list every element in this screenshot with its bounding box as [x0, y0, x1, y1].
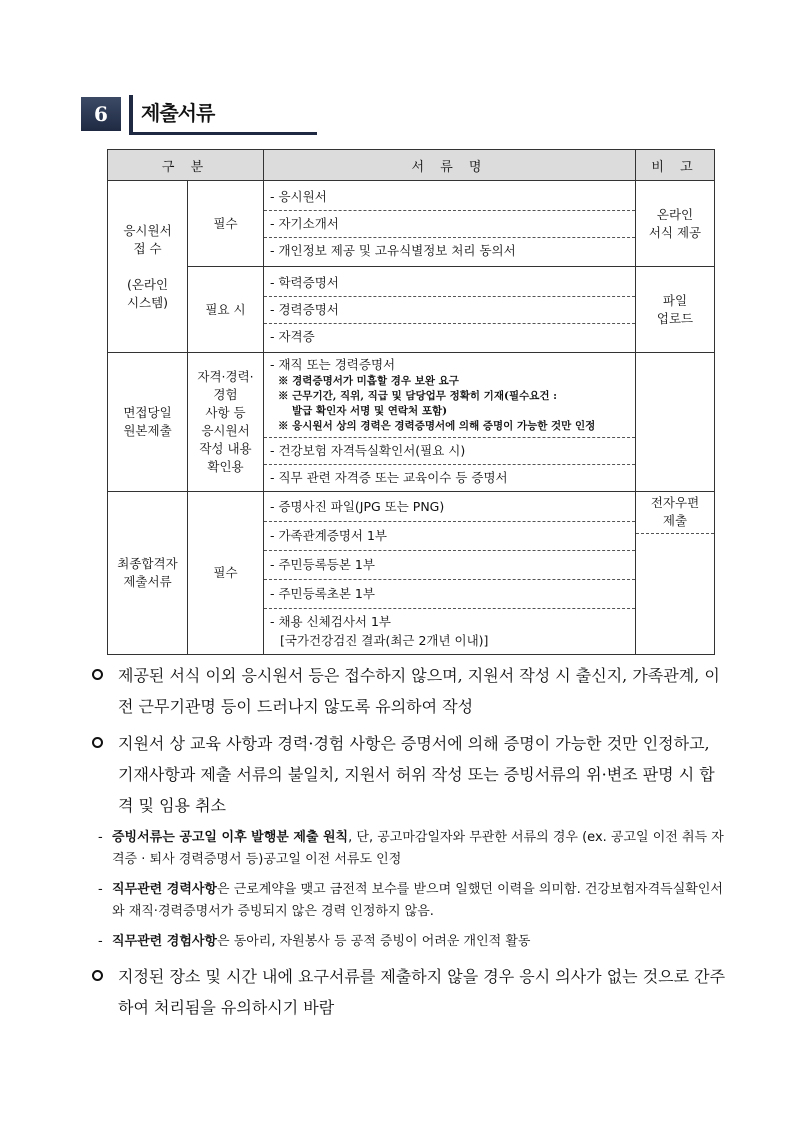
sub-note: - 직무관련 경험사항은 동아리, 자원봉사 등 공적 증빙이 어려운 개인적 활동	[98, 934, 531, 949]
remark-cell: 전자우편 제출	[636, 492, 715, 655]
subgroup-label: 필수	[188, 492, 264, 655]
note: ※ 응시원서 상의 경력은 경력증명서에 의해 증명이 가능한 것만 인정	[278, 420, 596, 432]
section-header	[81, 95, 321, 137]
title-bar	[129, 95, 133, 133]
list-item: - 개인정보 제공 및 고유식별정보 처리 동의서	[270, 242, 516, 258]
header-document-name: 서 류 명	[264, 150, 636, 181]
category-cell: 응시원서 접 수 (온라인 시스템)	[108, 181, 188, 353]
list-item: - 재직 또는 경력증명서 ※ 경력증명서가 미흡할 경우 보완 요구 ※ 근무기간, 직위, 직급 및 담당업무 정확히 기재(필수요건 : 발급 확인자 서명 및 연락처 포함) ※ 응시원서 상의 경력은 경력증명서에 의해 증명이 가능한 것만 인정	[264, 353, 635, 438]
list-item: - 주민등록등본 1부	[264, 551, 635, 580]
circle-bullet-icon	[92, 669, 103, 680]
list-item: - 직무 관련 자격증 또는 교육이수 등 증명서	[270, 470, 508, 485]
list-item: - 자기소개서	[264, 211, 635, 238]
category-cell: 최종합격자 제출서류	[108, 492, 188, 655]
document-list	[264, 492, 636, 655]
list-item: - 증명사진 파일(JPG 또는 PNG)	[264, 493, 635, 522]
document-list	[264, 353, 636, 492]
document-list	[264, 267, 636, 353]
list-item: - 주민등록초본 1부	[264, 580, 635, 609]
list-item: - 채용 신체검사서 1부 [국가건강검진 결과(최근 2개년 이내)]	[270, 614, 489, 648]
list-item: - 자격증	[270, 328, 315, 344]
sub-note: - 증빙서류는 공고일 이후 발행분 제출 원칙, 단, 공고마감일자와 무관한 서류의 경우 (ex. 공고일 이전 취득 자격증 · 퇴사 경력증명서 등)공고일 이전 서류도 인정	[98, 830, 724, 867]
remark-cell: 파일 업로드	[636, 267, 715, 353]
sub-note: - 직무관련 경력사항은 근로계약을 맺고 금전적 보수를 받으며 일했던 이력을 의미함. 건강보험자격득실확인서와 재직·경력증명서가 증빙되지 않은 경력 인정하지 않음.	[98, 882, 723, 919]
subgroup-label: 필수	[188, 181, 264, 267]
category-cell: 면접당일 원본제출	[108, 353, 188, 492]
section-title: 제출서류	[141, 101, 215, 125]
table-row	[108, 267, 715, 353]
list-item: - 경력증명서	[264, 297, 635, 324]
table-row	[108, 181, 715, 267]
notes-section	[88, 660, 728, 1029]
remark-cell	[636, 353, 715, 492]
list-item: - 응시원서	[264, 184, 635, 211]
subgroup-label: 자격·경력· 경험 사항 등 응시원서 작성 내용 확인용	[188, 353, 264, 492]
document-list	[264, 181, 636, 267]
bullet-item: 지정된 장소 및 시간 내에 요구서류를 제출하지 않을 경우 응시 의사가 없는 것으로 간주하여 처리됨을 유의하시기 바람	[88, 961, 728, 1023]
subgroup-label: 필요 시	[188, 267, 264, 353]
list-item: - 학력증명서	[264, 270, 635, 297]
table-row	[108, 353, 715, 492]
documents-table	[107, 149, 715, 655]
list-item: - 가족관계증명서 1부	[264, 522, 635, 551]
section-number: 6	[81, 97, 121, 131]
bullet-item: 제공된 서식 이외 응시원서 등은 접수하지 않으며, 지원서 작성 시 출신지, 가족관계, 이전 근무기관명 등이 드러나지 않도록 유의하여 작성	[88, 660, 728, 722]
bullet-item: 지원서 상 교육 사항과 경력·경험 사항은 증명서에 의해 증명이 가능한 것만 인정하고, 기재사항과 제출 서류의 불일치, 지원서 허위 작성 또는 증빙서류의 위·변조 판명 시 합격 및 임용 취소	[88, 728, 728, 821]
header-category: 구 분	[108, 150, 264, 181]
note: ※ 근무기간, 직위, 직급 및 담당업무 정확히 기재(필수요건 :	[278, 390, 558, 402]
note: ※ 경력증명서가 미흡할 경우 보완 요구	[278, 375, 459, 387]
list-item: - 건강보험 자격득실확인서(필요 시)	[264, 438, 635, 465]
note: 발급 확인자 서명 및 연락처 포함)	[292, 405, 448, 417]
remark-cell: 온라인 서식 제공	[636, 181, 715, 267]
circle-bullet-icon	[92, 970, 103, 981]
table-header-row	[108, 150, 715, 181]
header-remarks: 비 고	[636, 150, 715, 181]
title-underline	[129, 132, 317, 135]
circle-bullet-icon	[92, 737, 103, 748]
table-row	[108, 492, 715, 655]
